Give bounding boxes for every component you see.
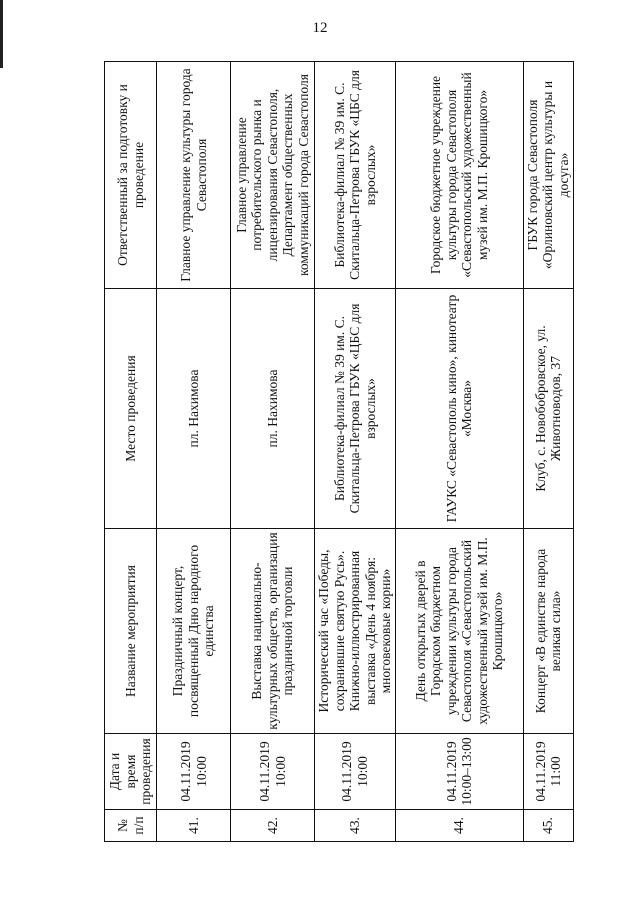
- cell-place: ГАУКС «Севастополь кино», кинотеатр «Москва»: [395, 289, 523, 529]
- cell-name: День открытых дверей в Городском бюджетном учреждении культуры города Севастополя «Севастопольский художественный музей им. М.П. Крошицкого»: [395, 529, 523, 734]
- cell-responsible: Главное управление потребительского рынка и лицензирования Севастополя, Департамент общественных коммуникаций города Севастополя: [231, 62, 315, 289]
- cell-num: 44.: [395, 810, 523, 842]
- cell-num: 42.: [231, 810, 315, 842]
- cell-responsible: Главное управление культуры города Севастополя: [157, 62, 231, 289]
- cell-place: Клуб, с. Новобобровское, ул. Животноводов, 37: [523, 289, 573, 529]
- cell-responsible: ГБУК города Севастополя «Орлиновский центр культуры и досуга»: [523, 62, 573, 289]
- cell-name: Концерт «В единстве народа великая сила»: [523, 529, 573, 734]
- cell-name: Праздничный концерт, посвященный Дню народного единства: [157, 529, 231, 734]
- cell-place: пл. Нахимова: [231, 289, 315, 529]
- cell-name: Исторический час «Победы, сохранившие святую Русь». Книжно-иллюстрированная выставка «День 4 ноября: многовековые корни»: [315, 529, 396, 734]
- events-table: [104, 61, 574, 842]
- cell-date: 04.11.2019 10:00–13:00: [395, 734, 523, 810]
- page-number: 12: [312, 20, 328, 36]
- table-row: [231, 62, 315, 842]
- header-num: № п/п: [105, 810, 157, 842]
- cell-date: 04.11.2019 10:00: [231, 734, 315, 810]
- cell-num: 45.: [523, 810, 573, 842]
- table-row: [157, 62, 231, 842]
- cell-num: 41.: [157, 810, 231, 842]
- table-row: [395, 62, 523, 842]
- cell-date: 04.11.2019 11:00: [523, 734, 573, 810]
- table-row: [523, 62, 573, 842]
- cell-date: 04.11.2019 10:00: [157, 734, 231, 810]
- cell-responsible: Библиотека-филиал № 39 им. С. Скитальца-Петрова ГБУК «ЦБС для взрослых»: [315, 62, 396, 289]
- cell-num: 43.: [315, 810, 396, 842]
- cell-name: Выставка национально-культурных обществ, организация праздничной торговли: [231, 529, 315, 734]
- header-place: Место проведения: [105, 289, 157, 529]
- header-responsible: Ответственный за подготовку и проведение: [105, 62, 157, 289]
- header-date: Дата и время проведения: [105, 734, 157, 810]
- cell-place: Библиотека-филиал № 39 им. С. Скитальца-Петрова ГБУК «ЦБС для взрослых»: [315, 289, 396, 529]
- table-header-row: [105, 62, 157, 842]
- header-name: Название мероприятия: [105, 529, 157, 734]
- cell-responsible: Городское бюджетное учреждение культуры города Севастополя «Севастопольский художественный музей им. М.П. Крошицкого»: [395, 62, 523, 289]
- cell-place: пл. Нахимова: [157, 289, 231, 529]
- rotated-table-container: [104, 62, 571, 842]
- cell-date: 04.11.2019 10:00: [315, 734, 396, 810]
- table-row: [315, 62, 396, 842]
